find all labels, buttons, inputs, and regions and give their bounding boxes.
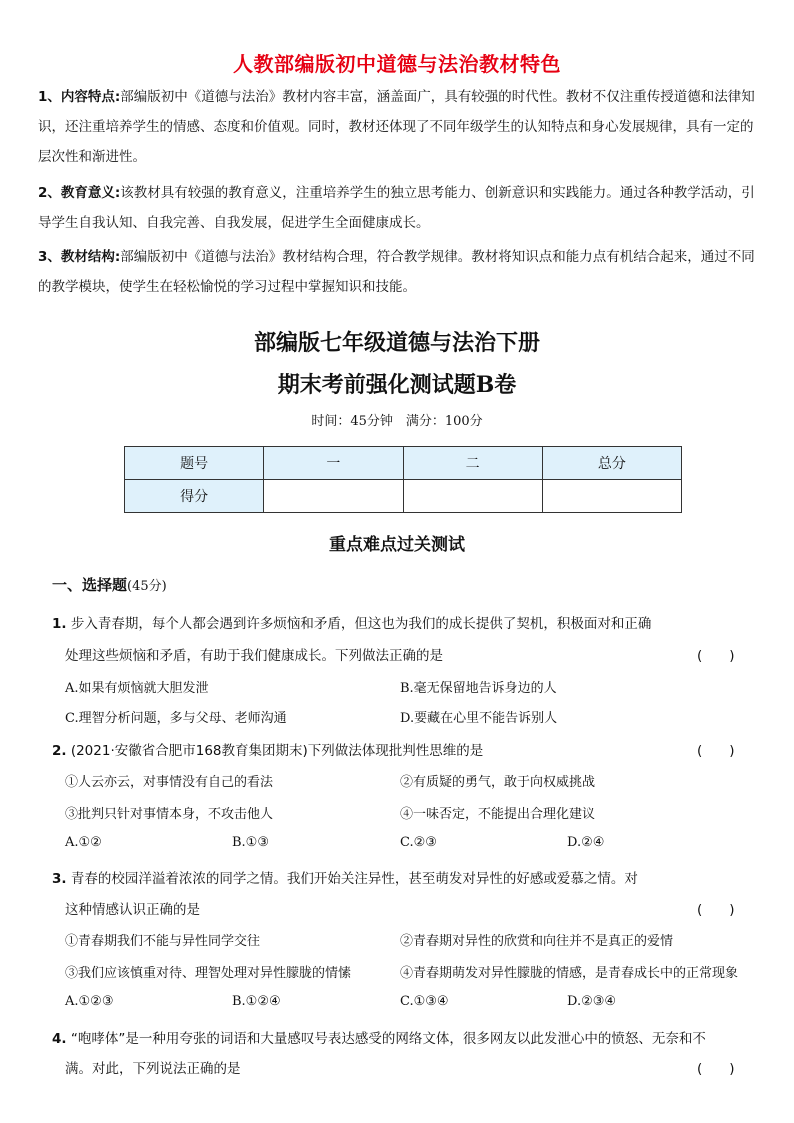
question-number: 3. xyxy=(52,871,67,887)
question-4-line1 xyxy=(52,1027,706,1047)
question-1-line1 xyxy=(52,612,651,632)
option-d[interactable]: D.②④ xyxy=(567,835,605,850)
option-b[interactable]: B.毫无保留地告诉身边的人 xyxy=(400,681,557,696)
score-cell[interactable] xyxy=(542,480,681,513)
statement-4: ④一味否定，不能提出合理化建议 xyxy=(400,807,596,822)
option-a[interactable]: A.①② xyxy=(65,835,102,850)
score-header-cell: 一 xyxy=(264,447,403,480)
option-a[interactable]: A.如果有烦恼就大胆发泄 xyxy=(65,681,209,696)
answer-blank[interactable]: ( ) xyxy=(697,902,735,918)
option-d[interactable]: D.②③④ xyxy=(567,994,617,1009)
answer-blank[interactable]: ( ) xyxy=(697,648,735,664)
statement-1: ①人云亦云，对事情没有自己的看法 xyxy=(65,775,274,790)
option-c[interactable]: C.②③ xyxy=(400,835,437,850)
question-number: 2. xyxy=(52,743,67,759)
part-score: (45分) xyxy=(127,579,167,594)
question-3-line1 xyxy=(52,867,638,887)
statement-3: ③我们应该慎重对待、理智处理对异性朦胧的情愫 xyxy=(65,966,352,981)
statement-2: ②有质疑的勇气，敢于向权威挑战 xyxy=(400,775,596,790)
section-title: 重点难点过关测试 xyxy=(329,535,465,555)
question-text: “咆哮体”是一种用夸张的词语和大量感叹号表达感受的网络文体，很多网友以此发泄心中的愤怒、无奈和不 xyxy=(70,1031,706,1047)
exam-title-line1: 部编版七年级道德与法治下册 xyxy=(253,330,540,356)
question-4-line2: 满。对此，下列说法正确的是 xyxy=(65,1061,241,1077)
question-text: 青春的校园洋溢着浓浓的同学之情。我们开始关注异性，甚至萌发对异性的好感或爱慕之情。对 xyxy=(70,871,638,887)
answer-blank[interactable]: ( ) xyxy=(697,1061,735,1077)
statement-1: ①青春期我们不能与异性同学交往 xyxy=(65,934,261,949)
statement-4: ④青春期萌发对异性朦胧的情感，是青春成长中的正常现象 xyxy=(400,966,739,981)
option-c[interactable]: C.①③④ xyxy=(400,994,449,1009)
score-cell[interactable] xyxy=(403,480,542,513)
option-a[interactable]: A.①②③ xyxy=(65,994,114,1009)
question-text: 步入青春期，每个人都会遇到许多烦恼和矛盾，但这也为我们的成长提供了契机，积极面对和正确 xyxy=(70,616,652,632)
intro-paragraph-1 xyxy=(38,82,760,172)
option-d[interactable]: D.要藏在心里不能告诉别人 xyxy=(400,711,558,726)
score-header-cell: 题号 xyxy=(125,447,264,480)
intro-label-3: 3、教材结构: xyxy=(38,249,121,265)
answer-blank[interactable]: ( ) xyxy=(697,743,735,759)
question-text: (2021·安徽省合肥市168教育集团期末)下列做法体现批判性思维的是 xyxy=(70,743,484,759)
part-title: 一、选择题 xyxy=(52,576,128,594)
statement-2: ②青春期对异性的欣赏和向往并不是真正的爱情 xyxy=(400,934,674,949)
score-header-cell: 总分 xyxy=(542,447,681,480)
intro-paragraph-2 xyxy=(38,178,760,238)
question-number: 1. xyxy=(52,616,67,632)
question-number: 4. xyxy=(52,1031,67,1047)
part-heading xyxy=(52,574,167,595)
intro-label-1: 1、内容特点: xyxy=(38,89,121,105)
option-b[interactable]: B.①②④ xyxy=(232,994,281,1009)
statement-3: ③批判只针对事情本身，不攻击他人 xyxy=(65,807,274,822)
intro-text-1: 部编版初中《道德与法治》教材内容丰富，涵盖面广，具有较强的时代性。教材不仅注重传授道德和法律知识，还注重培养学生的情感、态度和价值观。同时，教材还体现了不同年级学生的认知特点和身心发展规律，具有一定的层次性和渐进性。 xyxy=(38,89,755,165)
intro-label-2: 2、教育意义: xyxy=(38,185,121,201)
score-header-cell: 二 xyxy=(403,447,542,480)
question-1-line2: 处理这些烦恼和矛盾，有助于我们健康成长。下列做法正确的是 xyxy=(65,648,443,664)
score-row-label: 得分 xyxy=(125,480,264,513)
question-2-line1 xyxy=(52,739,483,759)
option-b[interactable]: B.①③ xyxy=(232,835,269,850)
intro-text-3: 部编版初中《道德与法治》教材结构合理，符合教学规律。教材将知识点和能力点有机结合起来，通过不同的教学模块，使学生在轻松愉悦的学习过程中掌握知识和技能。 xyxy=(38,249,755,295)
exam-title-line2: 期末考前强化测试题B卷 xyxy=(277,372,517,398)
banner-title: 人教部编版初中道德与法治教材特色 xyxy=(233,52,561,76)
exam-meta: 时间：45分钟 满分：100分 xyxy=(311,414,483,429)
score-table-header xyxy=(125,447,682,480)
score-cell[interactable] xyxy=(264,480,403,513)
score-table xyxy=(124,446,682,513)
intro-paragraph-3 xyxy=(38,242,760,302)
option-c[interactable]: C.理智分析问题，多与父母、老师沟通 xyxy=(65,711,287,726)
score-table-row xyxy=(125,480,682,513)
question-3-line2: 这种情感认识正确的是 xyxy=(65,902,200,918)
intro-text-2: 该教材具有较强的教育意义，注重培养学生的独立思考能力、创新意识和实践能力。通过各种教学活动，引导学生自我认知、自我完善、自我发展，促进学生全面健康成长。 xyxy=(38,185,755,231)
